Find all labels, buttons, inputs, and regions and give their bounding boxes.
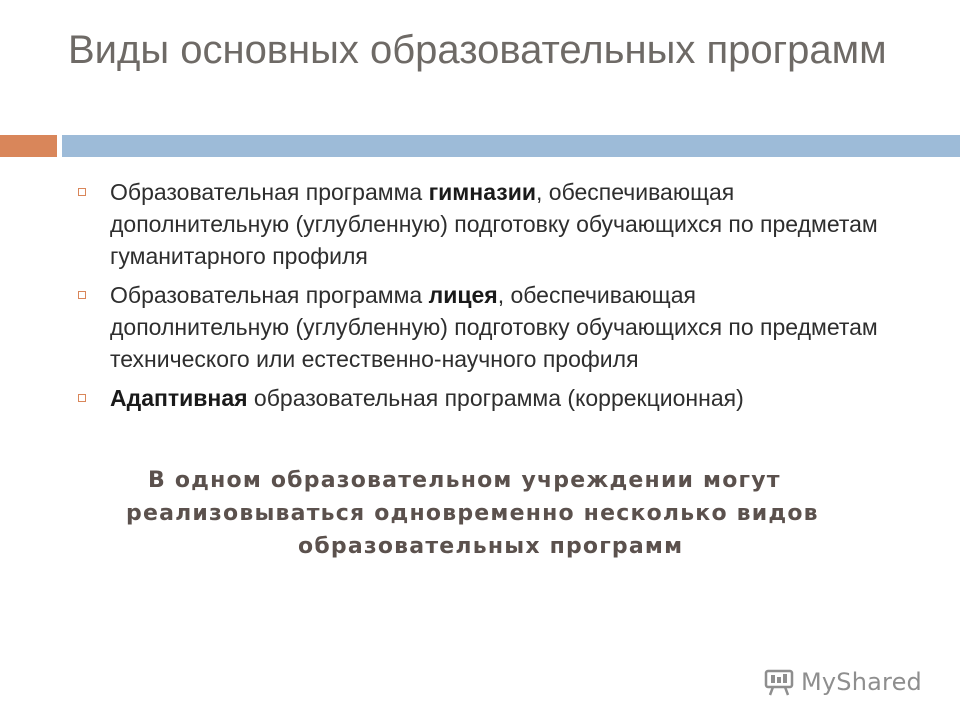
summary-note — [118, 464, 898, 563]
bullet-text-after: , обеспечивающая дополнительную (углубленную) подготовку обучающихся по предметам гуманитарного профиля — [110, 179, 878, 269]
bullet-text-bold: лицея — [428, 282, 498, 308]
watermark — [763, 668, 922, 696]
summary-note-line-1: В одном образовательном учреждении могут — [148, 468, 781, 493]
bullet-text-after: , обеспечивающая дополнительную (углубленную) подготовку обучающихся по предметам технического или естественно-научного профиля — [110, 282, 878, 372]
watermark-text: MyShared — [800, 668, 922, 696]
presentation-board-icon — [763, 668, 795, 696]
bullet-item-gymnasium — [78, 176, 878, 272]
square-bullet-icon — [78, 188, 86, 196]
bullet-list — [78, 176, 878, 421]
square-bullet-icon — [78, 291, 86, 299]
bullet-item-adaptive — [78, 382, 878, 414]
summary-note-line-3: образовательных программ — [298, 534, 684, 559]
bullet-item-lyceum — [78, 279, 878, 375]
square-bullet-icon — [78, 394, 86, 402]
bullet-text-before: Образовательная программа — [110, 179, 429, 205]
summary-note-line-2: реализовываться одновременно несколько видов — [126, 501, 819, 526]
bullet-text-bold: Адаптивная — [110, 385, 248, 411]
slide-title: Виды основных образовательных программ — [68, 28, 887, 72]
accent-bar — [0, 135, 57, 157]
bullet-text-bold: гимназии — [428, 179, 536, 205]
title-divider-bar — [62, 135, 960, 157]
bullet-text-after: образовательная программа (коррекционная) — [247, 385, 744, 411]
bullet-text-before: Образовательная программа — [110, 282, 429, 308]
